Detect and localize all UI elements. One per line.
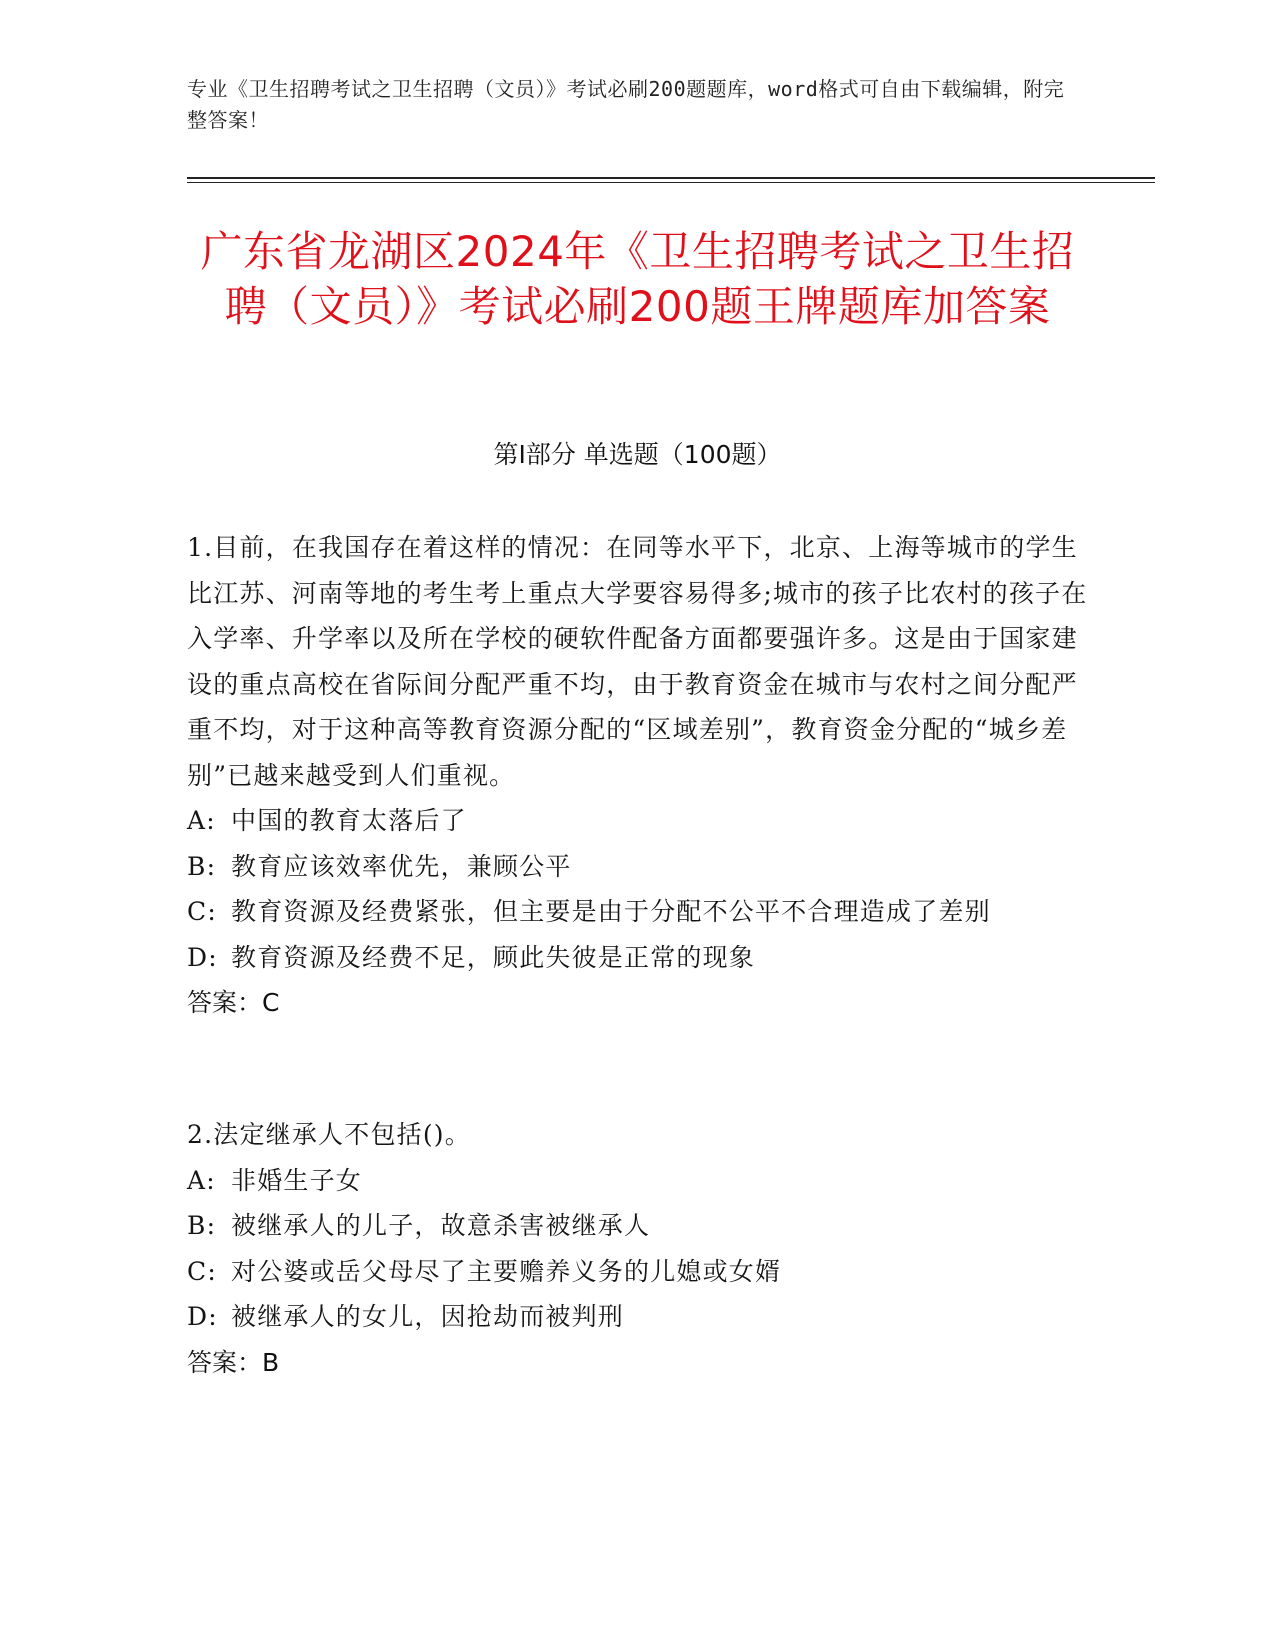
option-letter: D:	[187, 1302, 218, 1331]
option-letter: A:	[187, 806, 216, 835]
option-d	[187, 935, 1092, 981]
header-divider-thick	[187, 177, 1155, 179]
option-text: 被继承人的儿子，故意杀害被继承人	[231, 1211, 651, 1240]
option-letter: B:	[187, 851, 217, 881]
option-text: 被继承人的女儿，因抢劫而被判刑	[231, 1302, 625, 1331]
option-b	[187, 1203, 1092, 1249]
option-c	[187, 889, 1092, 935]
option-a	[187, 798, 1092, 844]
option-text: 中国的教育太落后了	[231, 806, 467, 835]
document-title: 广东省龙湖区2024年《卫生招聘考试之卫生招聘（文员）》考试必刷200题王牌题库加答案	[200, 227, 1075, 331]
option-text: 非婚生子女	[231, 1165, 363, 1195]
option-d	[187, 1294, 1092, 1340]
option-letter: A:	[187, 1165, 216, 1195]
option-a	[187, 1158, 1092, 1204]
question-2	[187, 1112, 1092, 1385]
header-divider-thin	[187, 182, 1155, 183]
question-stem: 1.目前，在我国存在着这样的情况：在同等水平下，北京、上海等城市的学生比江苏、河南等地的考生考上重点大学要容易得多;城市的孩子比农村的孩子在入学率、升学率以及所在学校的硬软件配备方面都要强许多。这是由于国家建设的重点高校在省际间分配严重不均，由于教育资金在城市与农村之间分配严重不均，对于这种高等教育资源分配的“区域差别”，教育资金分配的“城乡差别”已越来越受到人们重视。	[187, 533, 1088, 790]
option-letter: D:	[187, 942, 218, 972]
option-text: 对公婆或岳父母尽了主要赡养义务的儿媳或女婿	[231, 1256, 782, 1286]
question-stem: 2.法定继承人不包括()。	[187, 1120, 471, 1149]
option-letter: B:	[187, 1211, 217, 1240]
option-letter: C:	[187, 897, 217, 926]
option-b	[187, 844, 1092, 890]
option-text: 教育资源及经费不足，顾此失彼是正常的现象	[231, 942, 756, 972]
answer-line: 答案：B	[187, 1347, 280, 1377]
header-note: 专业《卫生招聘考试之卫生招聘（文员）》考试必刷200题题库，word格式可自由下载编辑，附完整答案！	[187, 77, 1065, 132]
option-text: 教育应该效率优先，兼顾公平	[231, 851, 572, 881]
option-c	[187, 1249, 1092, 1295]
answer-line: 答案：C	[187, 988, 280, 1017]
option-letter: C:	[187, 1256, 217, 1286]
question-1	[187, 525, 1092, 1026]
option-text: 教育资源及经费紧张，但主要是由于分配不公平不合理造成了差别	[231, 897, 991, 926]
section-title: 第Ⅰ部分 单选题（100题）	[493, 440, 782, 469]
